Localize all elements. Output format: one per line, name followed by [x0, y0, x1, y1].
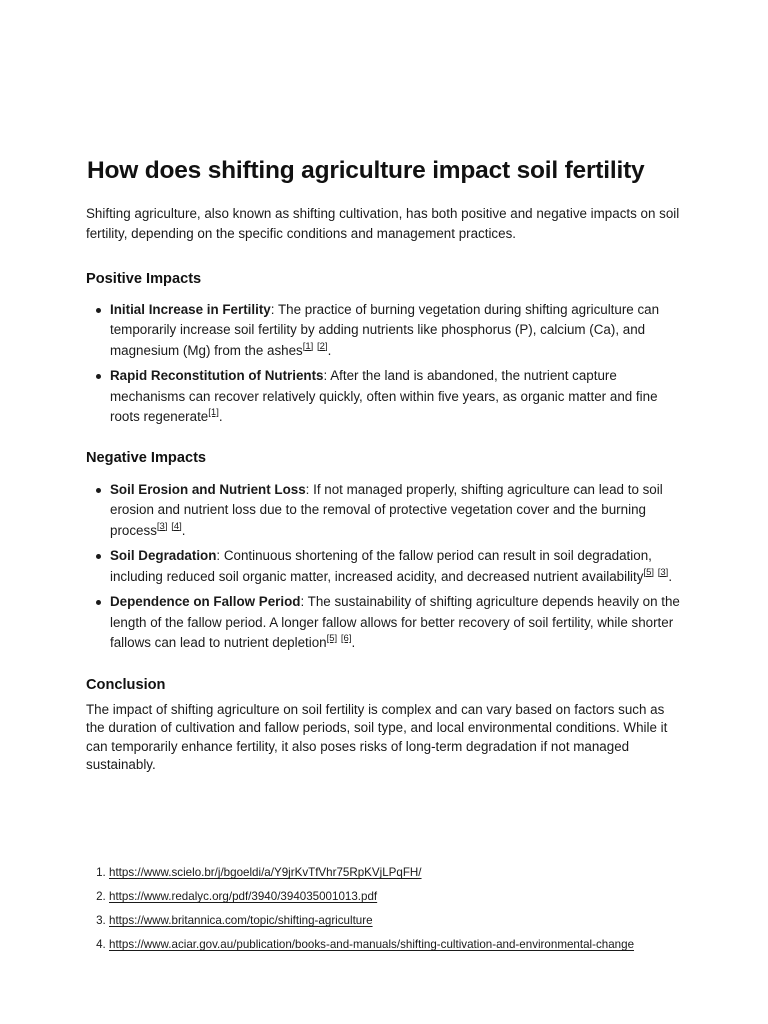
citation-link[interactable]: [5]: [326, 633, 338, 645]
item-label: Soil Degradation: [110, 548, 217, 564]
positive-impacts-heading: Positive Impacts: [86, 270, 202, 287]
list-item: [110, 480, 684, 542]
references-list: [86, 864, 709, 960]
reference-link[interactable]: https://www.redalyc.org/pdf/3940/394035001013.pdf: [109, 890, 378, 903]
reference-item: [109, 912, 709, 930]
reference-item: [109, 888, 709, 906]
item-text: : The practice of burning vegetation during shifting agriculture can temporarily increase soil fertility by adding nutrients like phosphorus (P), calcium (Ca), and magnesium (Mg) from the ashes: [110, 301, 660, 358]
reference-item: [109, 936, 709, 954]
item-end: .: [327, 342, 332, 358]
positive-impacts-list: [86, 300, 684, 428]
negative-impacts-heading: Negative Impacts: [86, 449, 207, 466]
list-item: [110, 366, 684, 428]
citation-link[interactable]: [1]: [208, 407, 219, 419]
item-text: : The sustainability of shifting agriculture depends heavily on the length of the fallow period. A longer fallow allows for better recovery of soil fertility, while shorter fallows can lead to nutrient depletion: [110, 594, 680, 651]
item-end: .: [351, 635, 356, 651]
item-end: .: [218, 409, 223, 425]
reference-item: [109, 864, 709, 882]
citation-link[interactable]: [3]: [156, 520, 168, 532]
list-item: [110, 546, 684, 587]
reference-link[interactable]: https://www.aciar.gov.au/publication/books-and-manuals/shifting-cultivation-and-environmental-change: [109, 938, 635, 951]
reference-link[interactable]: https://www.britannica.com/topic/shifting-agriculture: [109, 914, 373, 927]
item-label: Rapid Reconstitution of Nutrients: [110, 368, 324, 384]
conclusion-paragraph: The impact of shifting agriculture on soil fertility is complex and can vary based on factors such as the duration of cultivation and fallow periods, soil type, and local environmental conditions. While it can temporarily enhance fertility, it also poses risks of long-term degradation if not managed sustainably.: [86, 701, 668, 773]
citation-link[interactable]: [4]: [171, 520, 182, 532]
citation-link[interactable]: [6]: [340, 633, 352, 645]
conclusion-heading: Conclusion: [86, 676, 166, 693]
negative-impacts-list: [86, 480, 684, 654]
item-label: Soil Erosion and Nutrient Loss: [110, 481, 306, 497]
item-end: .: [668, 568, 673, 584]
list-item: [110, 300, 684, 362]
item-text: : If not managed properly, shifting agriculture can lead to soil erosion and nutrient loss due to the removal of protective vegetation cover and the burning process: [110, 481, 663, 538]
citation-link[interactable]: [3]: [657, 566, 669, 578]
item-text: : After the land is abandoned, the nutrient capture mechanisms can recover relatively quickly, often within five years, as organic matter and fine roots regenerate: [110, 368, 658, 425]
intro-paragraph: Shifting agriculture, also known as shifting cultivation, has both positive and negative impacts on soil fertility, depending on the specific conditions and management practices.: [86, 205, 680, 242]
citation-link[interactable]: [5]: [643, 566, 655, 578]
item-end: .: [181, 522, 186, 538]
reference-link[interactable]: https://www.scielo.br/j/bgoeldi/a/Y9jrKvTfVhr75RpKVjLPqFH/: [109, 866, 422, 879]
page-title: How does shifting agriculture impact soil fertility: [87, 157, 645, 184]
citation-link[interactable]: [2]: [317, 340, 328, 352]
item-label: Dependence on Fallow Period: [110, 594, 301, 610]
item-label: Initial Increase in Fertility: [110, 301, 271, 317]
citation-link[interactable]: [1]: [302, 340, 314, 352]
list-item: [110, 592, 684, 654]
item-text: : Continuous shortening of the fallow period can result in soil degradation, including reduced soil organic matter, increased acidity, and decreased nutrient availability: [110, 548, 652, 584]
